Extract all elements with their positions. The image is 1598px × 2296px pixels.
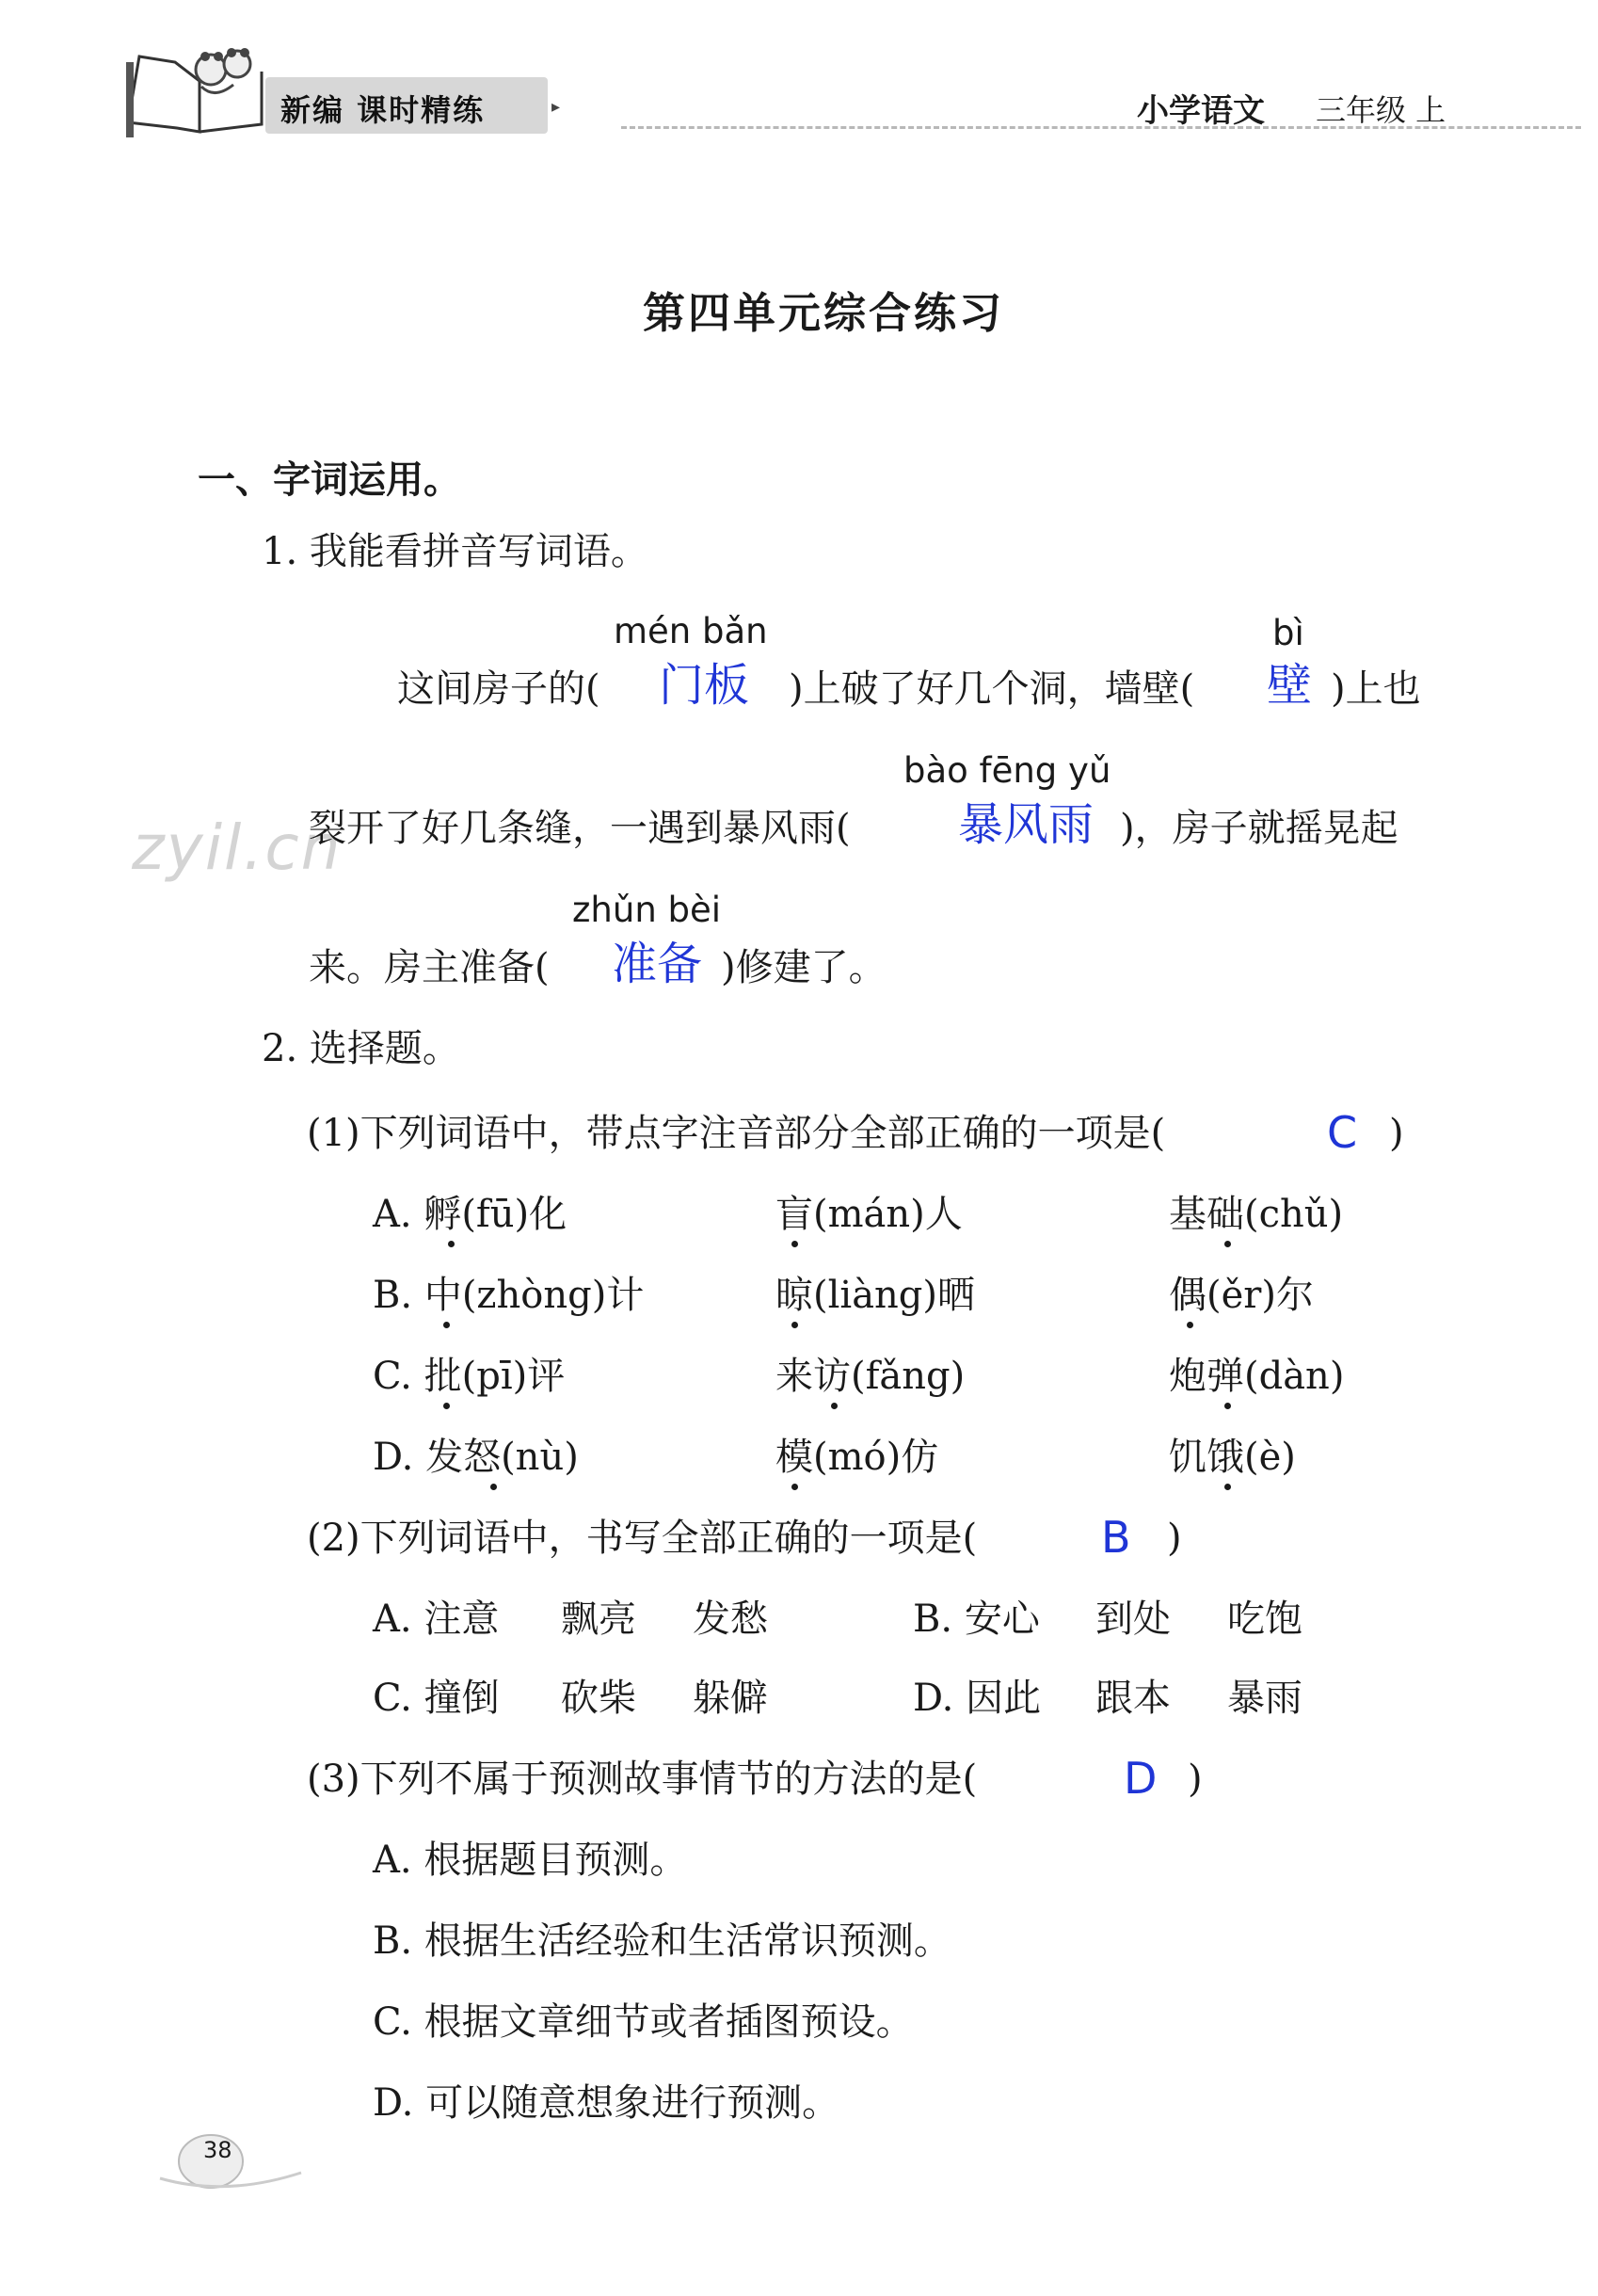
subquestion-2-stem: (2)下列词语中，书写全部正确的一项是( [307, 1517, 978, 1560]
series-arrow-icon: ▸ [551, 97, 561, 117]
emphasis-dot [490, 1484, 497, 1490]
option-c-1: C. 批(pī)评 [373, 1355, 566, 1398]
pinyin-zhunbei: zhǔn bèi [572, 890, 722, 930]
option-a-word-2: 飘亮 [561, 1598, 636, 1641]
option-a-text: A. 根据题目预测。 [373, 1838, 688, 1882]
option-d-word-3: 暴雨 [1227, 1677, 1302, 1720]
passage-line3-a: 来。房主准备( [309, 946, 550, 989]
option-d-text: D. 可以随意想象进行预测。 [373, 2081, 840, 2125]
emphasis-dot [791, 1484, 798, 1490]
answer-menban: 门板 [659, 659, 750, 712]
option-c-word-2: 砍柴 [561, 1677, 636, 1720]
passage-line1-a: 这间房子的( [397, 667, 600, 711]
emphasis-dot [1224, 1403, 1231, 1409]
passage-line2-b: )，房子就摇晃起 [1120, 807, 1398, 850]
emphasis-dot [791, 1241, 798, 1247]
section-heading: 一、字词运用。 [198, 458, 461, 502]
option-d-word-2: 跟本 [1095, 1677, 1171, 1720]
option-b-word-2: 到处 [1095, 1598, 1171, 1641]
passage-line1-c: )上也 [1331, 667, 1421, 711]
option-a-3: 基础(chǔ) [1169, 1193, 1344, 1236]
passage-line2-a: 裂开了好几条缝，一遇到暴风雨( [309, 807, 851, 850]
option-b-3: 偶(ěr)尔 [1169, 1274, 1315, 1317]
answer-baofengyu: 暴风雨 [958, 798, 1095, 851]
option-d-1: D. 发怒(nù) [373, 1436, 579, 1479]
option-b-1: B. 中(zhòng)计 [373, 1274, 645, 1317]
subquestion-2-answer: B [1101, 1512, 1131, 1563]
page-title: 第四单元综合练习 [642, 288, 1004, 338]
subquestion-1-close: ) [1389, 1112, 1404, 1155]
option-a-word-3: 发愁 [693, 1598, 768, 1641]
answer-bi: 壁 [1267, 659, 1313, 712]
watermark: zyil.cn [132, 811, 343, 884]
subquestion-1-stem: (1)下列词语中，带点字注音部分全部正确的一项是( [307, 1112, 1166, 1155]
emphasis-dot [1224, 1484, 1231, 1490]
subquestion-2-close: ) [1167, 1517, 1182, 1560]
option-b-word-1: B. 安心 [913, 1598, 1040, 1641]
answer-zhunbei: 准备 [612, 938, 703, 990]
emphasis-dot [443, 1403, 450, 1409]
passage-line1-b: )上破了好几个洞，墙壁( [789, 667, 1195, 711]
option-b-text: B. 根据生活经验和生活常识预测。 [373, 1919, 951, 1963]
passage-line3-b: )修建了。 [721, 946, 887, 989]
subquestion-1-answer: C [1327, 1107, 1358, 1158]
option-a-2: 盲(mán)人 [775, 1193, 963, 1236]
option-d-2: 模(mó)仿 [775, 1436, 939, 1479]
pinyin-baofengyu: bào fēng yǔ [903, 750, 1111, 791]
option-b-2: 晾(liàng)晒 [775, 1274, 976, 1317]
emphasis-dot [791, 1322, 798, 1328]
subquestion-3-answer: D [1124, 1753, 1158, 1804]
option-c-text: C. 根据文章细节或者插图预设。 [373, 2000, 914, 2044]
option-b-word-3: 吃饱 [1227, 1598, 1302, 1641]
option-d-word-1: D. 因此 [913, 1677, 1042, 1720]
option-c-word-1: C. 撞倒 [373, 1677, 500, 1720]
option-c-3: 炮弹(dàn) [1169, 1355, 1345, 1398]
header-divider [621, 126, 1581, 129]
option-c-word-3: 躲僻 [693, 1677, 768, 1720]
pinyin-menban: mén bǎn [614, 611, 768, 651]
option-a-word-1: A. 注意 [373, 1598, 500, 1641]
pinyin-bi: bì [1272, 613, 1304, 653]
grade-label: 三年级 上 [1316, 92, 1446, 128]
emphasis-dot [443, 1322, 450, 1328]
emphasis-dot [1187, 1322, 1193, 1328]
emphasis-dot [831, 1403, 838, 1409]
emphasis-dot [448, 1241, 455, 1247]
question-1-label: 1. 我能看拼音写词语。 [262, 530, 648, 573]
subquestion-3-close: ) [1188, 1758, 1203, 1801]
subquestion-3-stem: (3)下列不属于预测故事情节的方法的是( [307, 1758, 978, 1801]
emphasis-dot [1224, 1241, 1231, 1247]
series-title: 新编 课时精练 [280, 92, 486, 128]
option-a-1: A. 孵(fū)化 [373, 1193, 567, 1236]
subject-label: 小学语文 [1137, 92, 1265, 130]
option-c-2: 来访(fǎng) [775, 1355, 966, 1398]
book-logo-icon [120, 34, 271, 139]
question-2-label: 2. 选择题。 [262, 1027, 460, 1070]
page-number: 38 [203, 2137, 232, 2163]
option-d-3: 饥饿(è) [1169, 1436, 1296, 1479]
